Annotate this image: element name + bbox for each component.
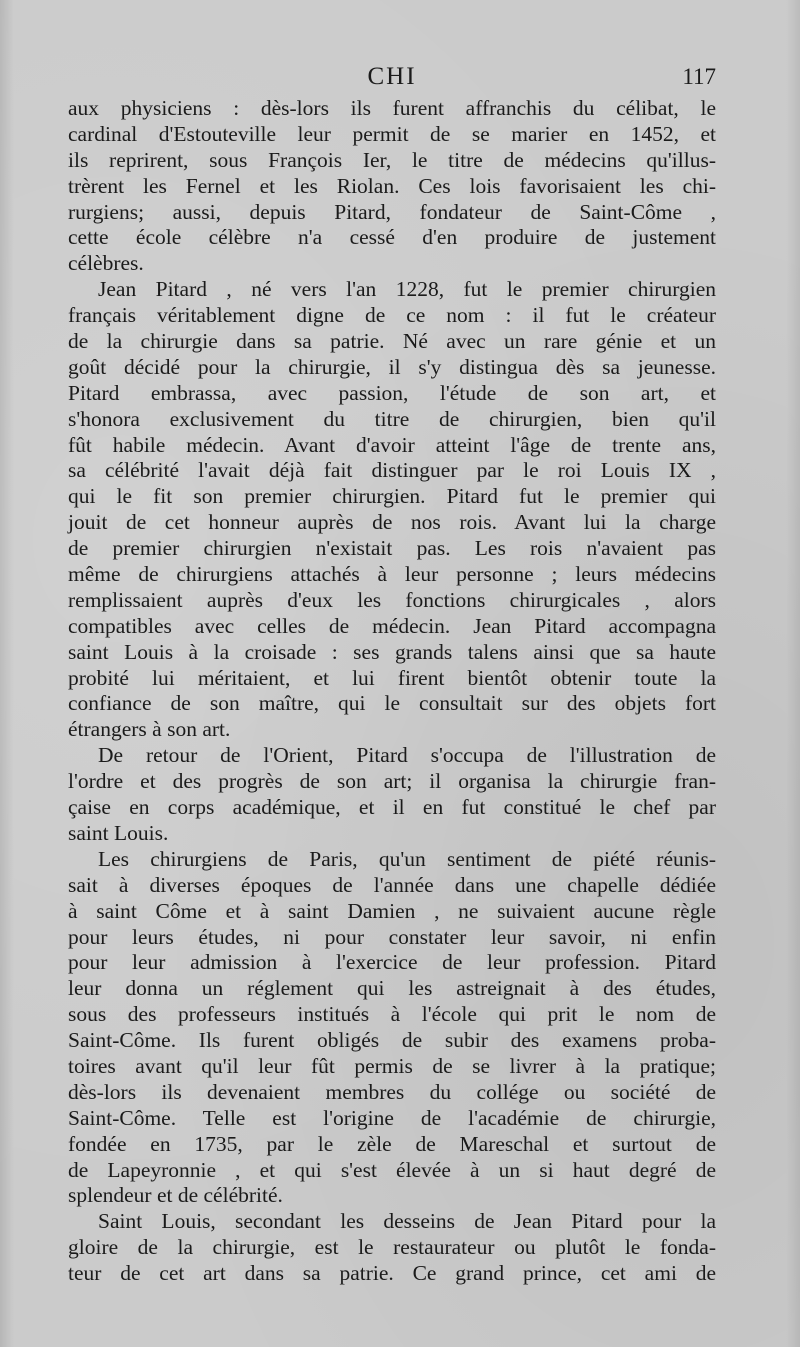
text-line: pour leurs études, ni pour constater leur savoir, ni enfin xyxy=(68,924,716,949)
text-line: De retour de l'Orient, Pitard s'occupa de l'illustration de xyxy=(98,743,716,768)
text-line: à saint Côme et à saint Damien , ne suivaient aucune règle xyxy=(68,898,716,923)
text-line: de la chirurgie dans sa patrie. Né avec un rare génie et un xyxy=(68,329,716,354)
text-line: sait à diverses époques de l'année dans une chapelle dédiée xyxy=(68,872,716,897)
text-line: s'honora exclusivement du titre de chirurgien, bien qu'il xyxy=(68,406,716,431)
text-line: ils reprirent, sous François Ier, le titre de médecins qu'illus- xyxy=(68,147,716,172)
text-line: dès-lors ils devenaient membres du collége ou société de xyxy=(68,1079,716,1104)
text-line: cette école célèbre n'a cessé d'en produire de justement xyxy=(68,225,716,250)
text-line: compatibles avec celles de médecin. Jean Pitard accompagna xyxy=(68,613,716,638)
text-line: toires avant qu'il leur fût permis de se livrer à la pratique; xyxy=(68,1053,716,1078)
text-line: sa célébrité l'avait déjà fait distinguer par le roi Louis IX , xyxy=(68,458,716,483)
text-line: Jean Pitard , né vers l'an 1228, fut le premier chirurgien xyxy=(98,277,716,302)
paragraph xyxy=(68,1209,716,1287)
text-line: Pitard embrassa, avec passion, l'étude de son art, et xyxy=(68,380,716,405)
text-line: de Lapeyronnie , et qui s'est élevée à un si haut degré de xyxy=(68,1157,716,1182)
paragraph xyxy=(68,96,716,277)
paragraph xyxy=(68,743,716,847)
text-line: rurgiens; aussi, depuis Pitard, fondateur de Saint-Côme , xyxy=(68,199,716,224)
text-line: célèbres. xyxy=(68,251,144,276)
text-line: teur de cet art dans sa patrie. Ce grand prince, cet ami de xyxy=(68,1261,716,1286)
text-line: pour leur admission à l'exercice de leur profession. Pitard xyxy=(68,950,716,975)
text-line: Les chirurgiens de Paris, qu'un sentiment de piété réunis- xyxy=(98,846,716,871)
running-head xyxy=(68,60,716,96)
paragraph xyxy=(68,847,716,1209)
text-line: aux physiciens : dès-lors ils furent affranchis du célibat, le xyxy=(68,96,716,120)
text-line: Saint-Côme. Ils furent obligés de subir des examens proba- xyxy=(68,1028,716,1053)
body-text xyxy=(68,96,716,1287)
running-title: CHI xyxy=(367,63,417,90)
text-line: l'ordre et des progrès de son art; il organisa la chirurgie fran- xyxy=(68,769,716,794)
text-line: français véritablement digne de ce nom : il fut le créateur xyxy=(68,303,716,328)
text-line: étrangers à son art. xyxy=(68,717,231,742)
text-line: cardinal d'Estouteville leur permit de se marier en 1452, et xyxy=(68,121,716,146)
text-line: remplissaient auprès d'eux les fonctions chirurgicales , alors xyxy=(68,587,716,612)
text-line: jouit de cet honneur auprès de nos rois. Avant lui la charge xyxy=(68,510,716,535)
text-line: Saint-Côme. Telle est l'origine de l'académie de chirurgie, xyxy=(68,1105,716,1130)
text-line: fondée en 1735, par le zèle de Mareschal et surtout de xyxy=(68,1131,716,1156)
paragraph xyxy=(68,277,716,743)
text-line: qui le fit son premier chirurgien. Pitard fut le premier qui xyxy=(68,484,716,509)
text-line: de premier chirurgien n'existait pas. Les rois n'avaient pas xyxy=(68,536,716,561)
text-line: Saint Louis, secondant les desseins de Jean Pitard pour la xyxy=(98,1209,716,1234)
page-number: 117 xyxy=(682,64,716,89)
text-line: splendeur et de célébrité. xyxy=(68,1183,283,1208)
text-line: gloire de la chirurgie, est le restaurateur ou plutôt le fonda- xyxy=(68,1235,716,1260)
text-line: saint Louis à la croisade : ses grands talens ainsi que sa haute xyxy=(68,639,716,664)
text-line: sous des professeurs institués à l'école qui prit le nom de xyxy=(68,1002,716,1027)
text-line: çaise en corps académique, et il en fut constitué le chef par xyxy=(68,795,716,820)
text-line: même de chirurgiens attachés à leur personne ; leurs médecins xyxy=(68,562,716,587)
text-line: fût habile médecin. Avant d'avoir atteint l'âge de trente ans, xyxy=(68,432,716,457)
text-line: trèrent les Fernel et les Riolan. Ces lois favorisaient les chi- xyxy=(68,173,716,198)
text-line: goût décidé pour la chirurgie, il s'y distingua dès sa jeunesse. xyxy=(68,354,716,379)
text-line: leur donna un réglement qui les astreignait à des études, xyxy=(68,976,716,1001)
text-line: saint Louis. xyxy=(68,820,169,845)
text-line: confiance de son maître, qui le consultait sur des objets fort xyxy=(68,691,716,716)
text-line: probité lui méritaient, et lui firent bientôt obtenir toute la xyxy=(68,665,716,690)
